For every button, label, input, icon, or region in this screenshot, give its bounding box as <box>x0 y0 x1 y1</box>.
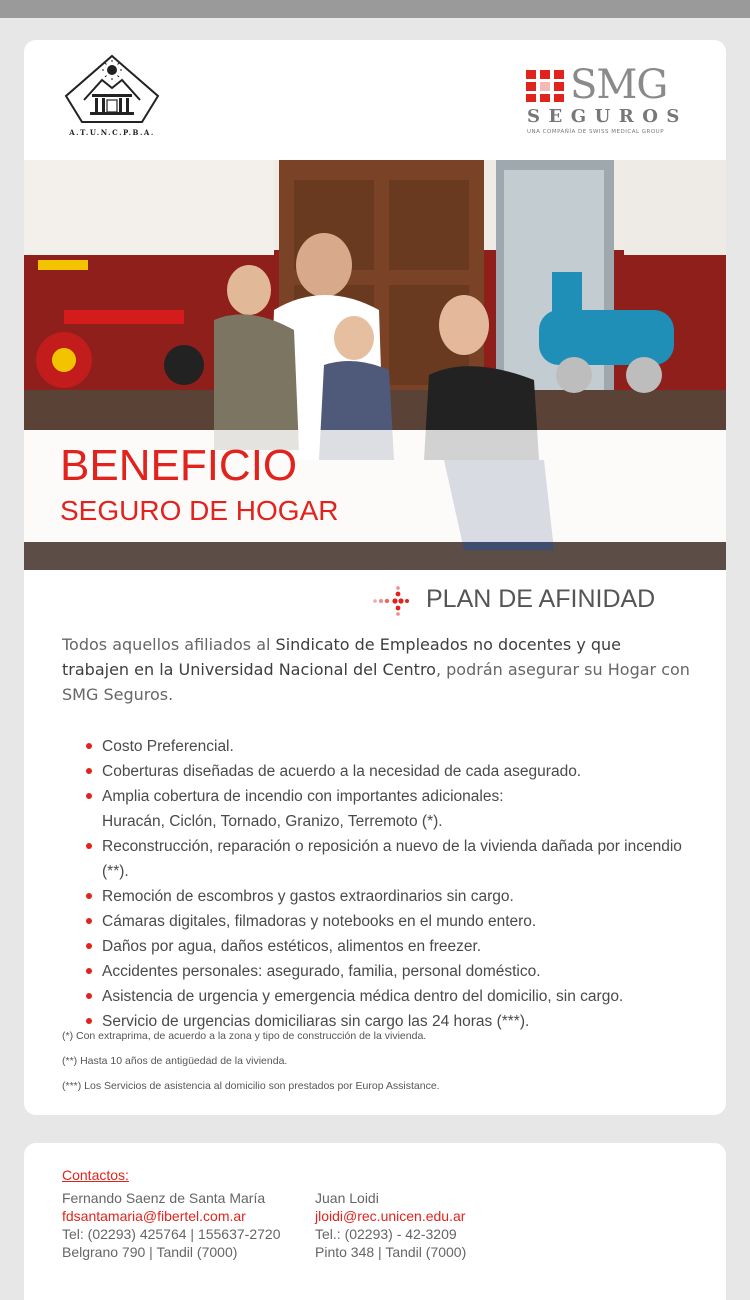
intro-text-end: , podrán asegurar su Hogar con SMG Seguros. <box>62 660 690 704</box>
contact-phone: Tel.: (02293) - 42-3209 <box>315 1226 457 1242</box>
benefits-list <box>86 734 706 1034</box>
intro-text-start: Todos aquellos afiliados al <box>62 635 276 654</box>
list-item: Daños por agua, daños estéticos, alimentos en freezer. <box>86 934 706 959</box>
intro-paragraph <box>62 632 692 707</box>
union-caption: A.T.U.N.C.P.B.A. <box>69 128 155 137</box>
top-bar <box>0 0 750 18</box>
list-item-continuation: Huracán, Ciclón, Tornado, Granizo, Terremoto (*). <box>102 813 443 830</box>
contact-person <box>315 1189 466 1261</box>
contact-address: Pinto 348 | Tandil (7000) <box>315 1244 467 1260</box>
list-item: Reconstrucción, reparación o reposición a nuevo de la vivienda dañada por incendio (**). <box>86 834 706 884</box>
contact-email-link[interactable]: jloidi@rec.unicen.edu.ar <box>315 1208 466 1224</box>
hero-title: BENEFICIO <box>60 441 298 490</box>
smg-logo <box>524 62 694 140</box>
flyer-card <box>24 40 726 1115</box>
footnotes <box>62 1024 702 1099</box>
contact-address: Belgrano 790 | Tandil (7000) <box>62 1244 238 1260</box>
list-item: Asistencia de urgencia y emergencia médica dentro del domicilio, sin cargo. <box>86 984 706 1009</box>
dots-arrow-icon <box>371 586 411 616</box>
union-logo <box>62 52 162 140</box>
contact-name: Fernando Saenz de Santa María <box>62 1190 266 1206</box>
contact-person <box>62 1189 280 1261</box>
footnote: (***) Los Servicios de asistencia al domicilio son prestados por Europ Assistance. <box>62 1080 440 1092</box>
footnote: (*) Con extraprima, de acuerdo a la zona y tipo de construcción de la vivienda. <box>62 1030 427 1042</box>
contacts-title: Contactos: <box>62 1167 129 1183</box>
plan-title: PLAN DE AFINIDAD <box>426 585 656 613</box>
smg-squares-icon <box>526 70 566 102</box>
hero-photo <box>24 160 726 570</box>
list-item: Remoción de escombros y gastos extraordinarios sin cargo. <box>86 884 706 909</box>
union-emblem-icon <box>62 52 162 128</box>
list-item <box>86 784 706 834</box>
smg-tagline: UNA COMPAÑÍA DE SWISS MEDICAL GROUP <box>527 129 665 135</box>
list-item-text: Amplia cobertura de incendio con importantes adicionales: <box>102 788 504 805</box>
smg-wordmark: SMG <box>570 62 668 108</box>
list-item: Costo Preferencial. <box>86 734 706 759</box>
list-item: Coberturas diseñadas de acuerdo a la necesidad de cada asegurado. <box>86 759 706 784</box>
contact-phone: Tel: (02293) 425764 | 155637-2720 <box>62 1226 281 1242</box>
list-item: Accidentes personales: asegurado, familia, personal doméstico. <box>86 959 706 984</box>
list-item: Servicio de urgencias domiciliaras sin cargo las 24 horas (***). <box>86 1009 706 1034</box>
contact-name: Juan Loidi <box>315 1190 379 1206</box>
contacts-card <box>24 1143 726 1300</box>
intro-text-bold: Sindicato de Empleados no docentes y que trabajen en la Universidad Nacional del Centro <box>62 635 622 679</box>
smg-seguros: SEGUROS <box>527 106 688 127</box>
footnote: (**) Hasta 10 años de antigüedad de la vivienda. <box>62 1055 288 1067</box>
list-item: Cámaras digitales, filmadoras y notebooks en el mundo entero. <box>86 909 706 934</box>
contact-email-link[interactable]: fdsantamaria@fibertel.com.ar <box>62 1208 246 1224</box>
hero-subtitle: SEGURO DE HOGAR <box>60 495 339 526</box>
